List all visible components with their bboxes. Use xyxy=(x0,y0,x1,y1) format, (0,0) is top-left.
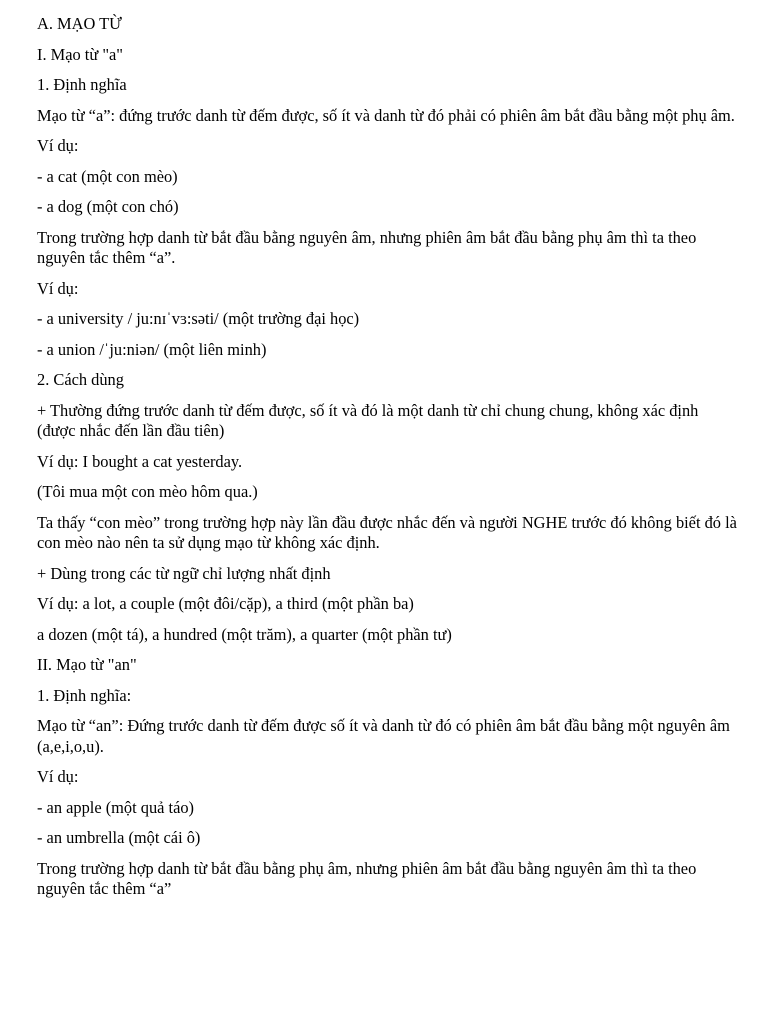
example-label: Ví dụ: xyxy=(37,136,79,155)
paragraph-usage-rule: + Thường đứng trước danh từ đếm được, số ít và đó là một danh từ chỉ chung chung, không xác định (được nhắc đến lần đầu tiên) xyxy=(37,400,699,440)
example-sentence: a dozen (một tá), a hundred (một trăm), a quarter (một phần tư) xyxy=(37,624,452,644)
example-sentence: Ví dụ: a lot, a couple (một đôi/cặp), a third (một phần ba) xyxy=(37,594,414,613)
heading-usage: 2. Cách dùng xyxy=(37,370,124,389)
example-label: Ví dụ: xyxy=(37,767,79,786)
section-heading-articles: A. MẠO TỪ xyxy=(37,14,122,33)
example-translation: (Tôi mua một con mèo hôm qua.) xyxy=(37,482,258,501)
example-item: - a university / ju:nɪˈvɜ:səti/ (một trường đại học) xyxy=(37,309,360,328)
paragraph-quantity-rule: + Dùng trong các từ ngữ chỉ lượng nhất định xyxy=(37,563,331,583)
paragraph-vowel-exception: Trong trường hợp danh từ bắt đầu bằng nguyên âm, nhưng phiên âm bắt đầu bằng phụ âm thì ta theo nguyên tắc thêm “a”. xyxy=(37,227,697,267)
example-sentence: Ví dụ: I bought a cat yesterday. xyxy=(37,451,243,471)
paragraph-definition-a: Mạo từ “a”: đứng trước danh từ đếm được, số ít và danh từ đó phải có phiên âm bắt đầu bằng một phụ âm. xyxy=(37,105,735,125)
subsection-heading-article-an: II. Mạo từ "an" xyxy=(37,655,137,674)
example-item: - an umbrella (một cái ô) xyxy=(37,828,201,847)
heading-definition: 1. Định nghĩa: xyxy=(37,685,132,705)
paragraph-definition-an: Mạo từ “an”: Đứng trước danh từ đếm được số ít và danh từ đó có phiên âm bắt đầu bằng một nguyên âm (a,e,i,o,u). xyxy=(37,716,730,756)
example-item: - a union /ˈju:niən/ (một liên minh) xyxy=(37,339,267,359)
paragraph-consonant-exception: Trong trường hợp danh từ bắt đầu bằng phụ âm, nhưng phiên âm bắt đầu bằng nguyên âm thì ta theo nguyên tắc thêm “a” xyxy=(37,858,697,898)
heading-definition: 1. Định nghĩa xyxy=(37,75,127,94)
example-item: - a cat (một con mèo) xyxy=(37,166,178,186)
example-item: - a dog (một con chó) xyxy=(37,197,179,216)
example-label: Ví dụ: xyxy=(37,278,79,298)
paragraph-explanation: Ta thấy “con mèo” trong trường hợp này lần đầu được nhắc đến và người NGHE trước đó không biết đó là con mèo nào nên ta sử dụng mạo từ không xác định. xyxy=(37,512,737,552)
subsection-heading-article-a: I. Mạo từ "a" xyxy=(37,44,123,64)
example-item: - an apple (một quả táo) xyxy=(37,797,195,817)
